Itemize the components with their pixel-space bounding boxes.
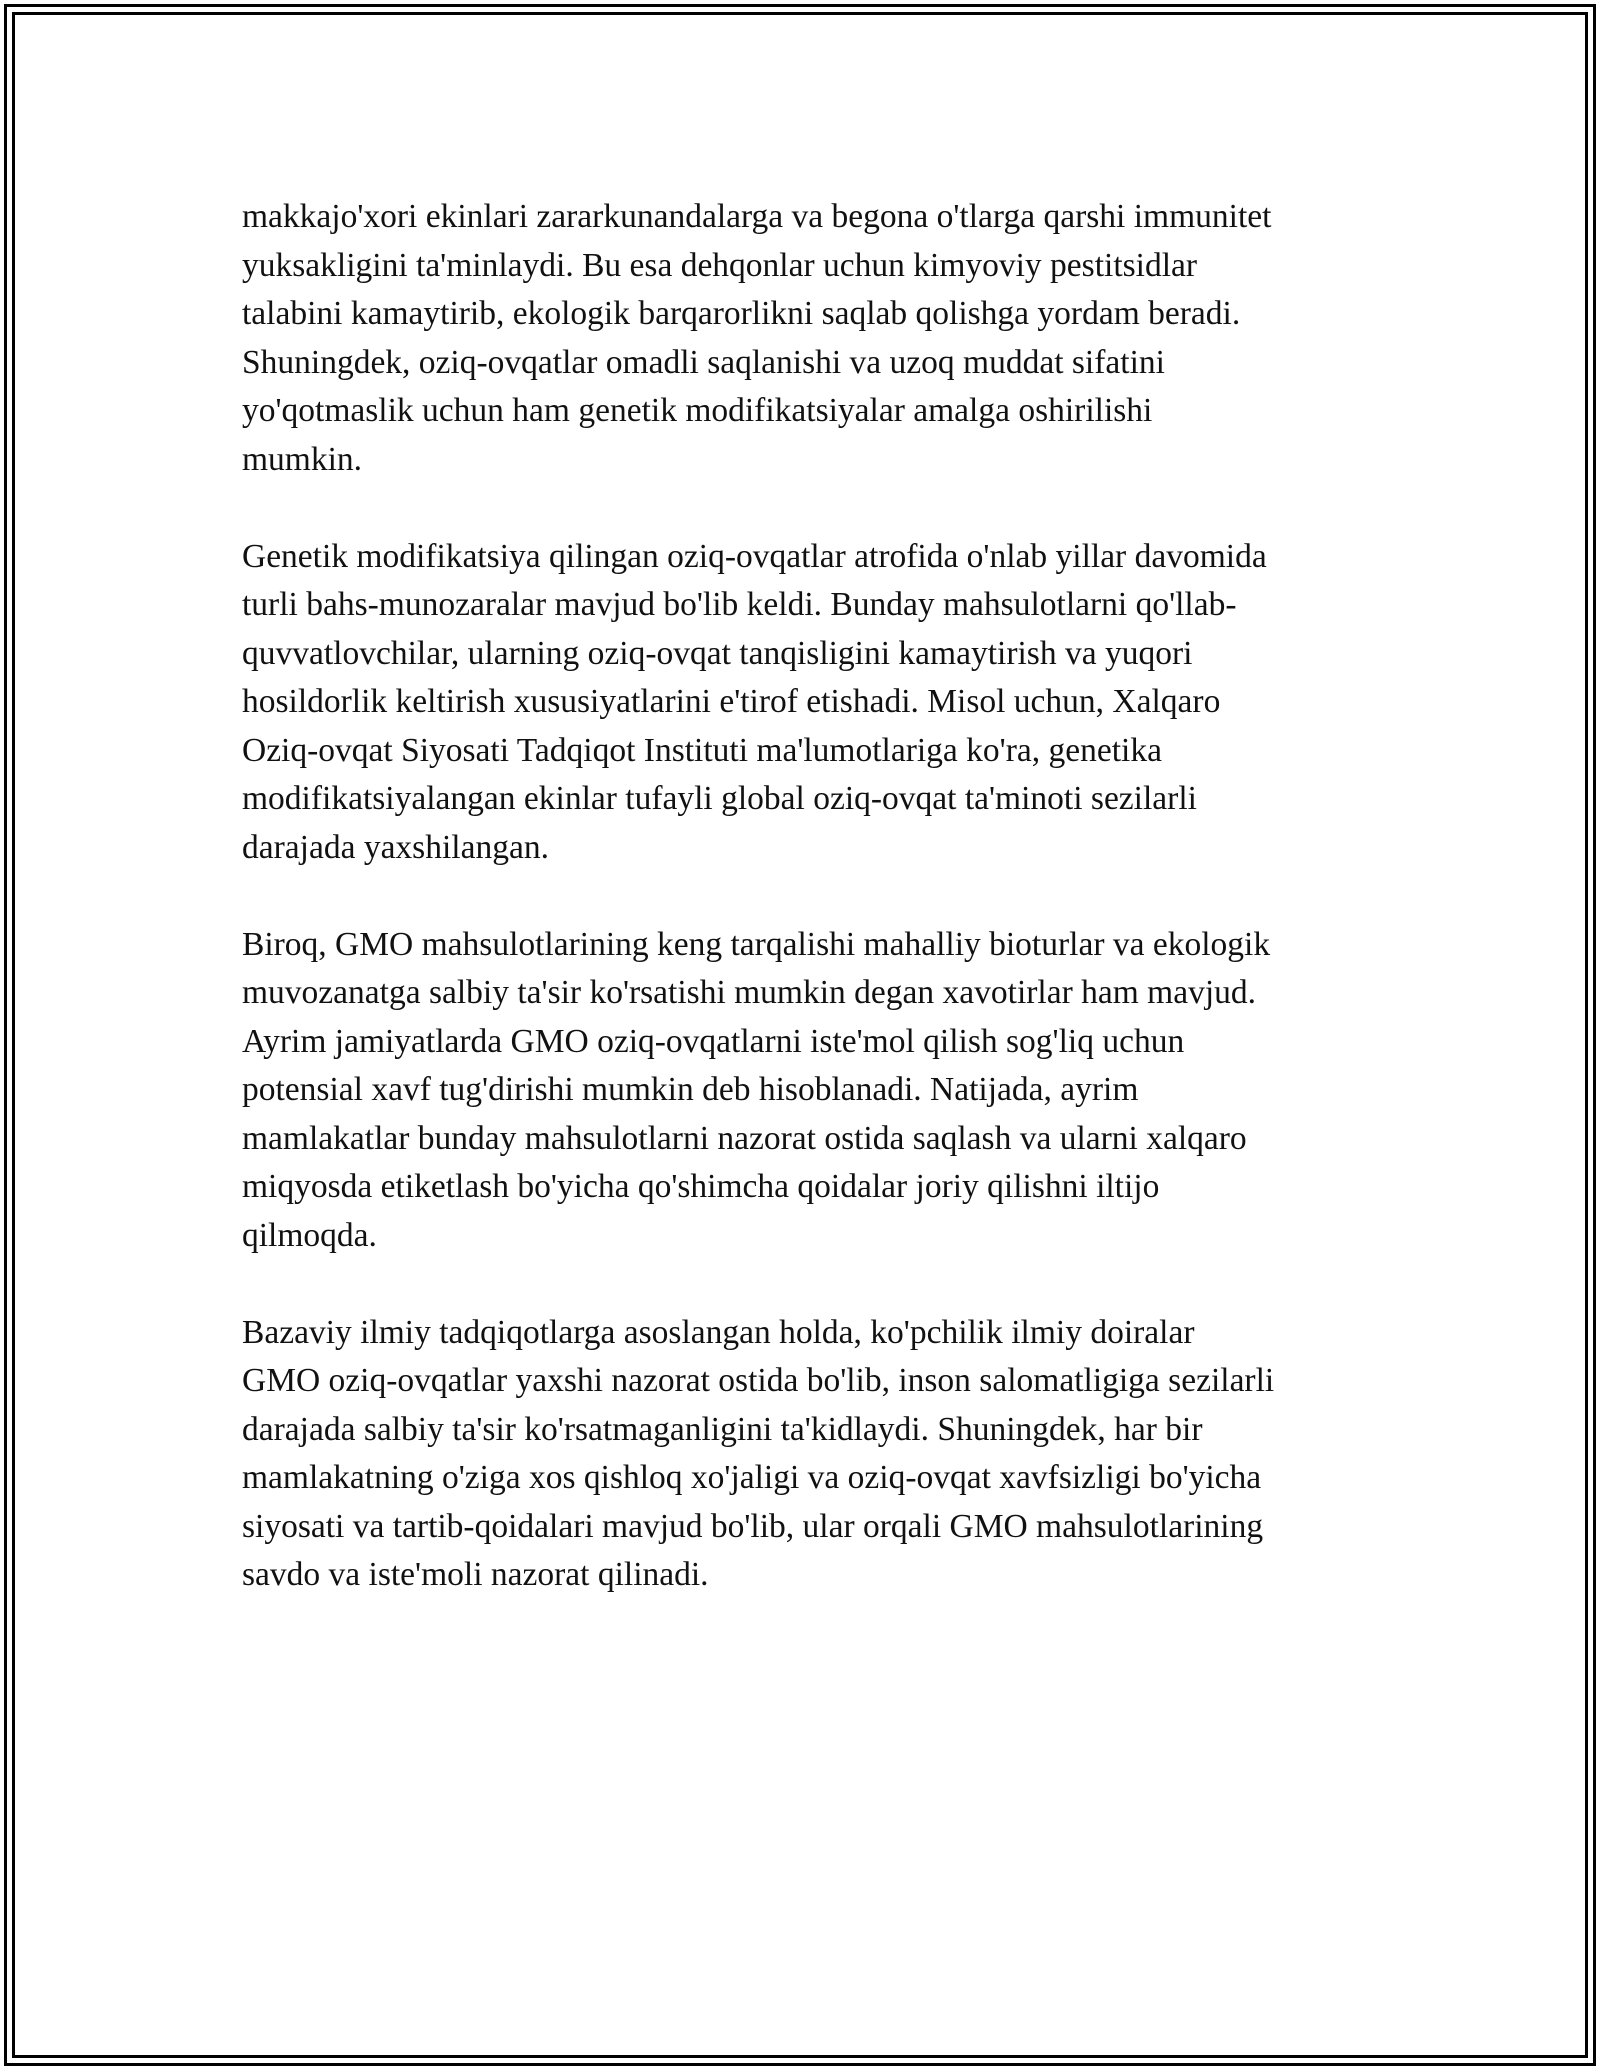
paragraph-1: makkajo'xori ekinlari zararkunandalarga va begona o'tlarga qarshi immunitet yuksakligini ta'minlaydi. Bu esa dehqonlar uchun kimyoviy pestitsidlar talabini kamaytirib, ekologik barqarorlikni saqlab qolishga yordam beradi. Shuningdek, oziq-ovqatlar omadli saqlanishi va uzoq muddat sifatini yo'qotmaslik uchun ham genetik modifikatsiyalar amalga oshirilishi mumkin. xyxy=(242,198,1272,478)
page-frame xyxy=(4,4,1596,2066)
paragraph-4: Bazaviy ilmiy tadqiqotlarga asoslangan holda, ko'pchilik ilmiy doiralar GMO oziq-ovqatlar yaxshi nazorat ostida bo'lib, inson salomatligiga sezilarli darajada salbiy ta'sir ko'rsatmaganligini ta'kidlaydi. Shuningdek, har bir mamlakatning o'ziga xos qishloq xo'jaligi va oziq-ovqat xavfsizligi bo'yicha siyosati va tartib-qoidalari mavjud bo'lib, ular orqali GMO mahsulotlarining savdo va iste'moli nazorat qilinadi. xyxy=(242,1313,1275,1593)
paragraph-2: Genetik modifikatsiya qilingan oziq-ovqatlar atrofida o'nlab yillar davomida turli bahs-munozaralar mavjud bo'lib keldi. Bunday mahsulotlarni qo'llab- quvvatlovchilar, ularning oziq-ovqat tanqisligini kamaytirish va yuqori hosildorlik keltirish xususiyatlarini e'tirof etishadi. Misol uchun, Xalqaro Oziq-ovqat Siyosati Tadqiqot Instituti ma'lumotlariga ko'ra, genetika modifikatsiyalangan ekinlar tufayli global oziq-ovqat ta'minoti sezilarli darajada yaxshilangan. xyxy=(242,537,1267,866)
paragraph-3: Biroq, GMO mahsulotlarining keng tarqalishi mahalliy bioturlar va ekologik muvozanatga salbiy ta'sir ko'rsatishi mumkin degan xavotirlar ham mavjud. Ayrim jamiyatlarda GMO oziq-ovqatlarni iste'mol qilish sog'liq uchun potensial xavf tug'dirishi mumkin deb hisoblanadi. Natijada, ayrim mamlakatlar bunday mahsulotlarni nazorat ostida saqlash va ularni xalqaro miqyosda etiketlash bo'yicha qo'shimcha qoidalar joriy qilishni iltijo qilmoqda. xyxy=(242,925,1271,1254)
document-body xyxy=(242,193,1402,1648)
